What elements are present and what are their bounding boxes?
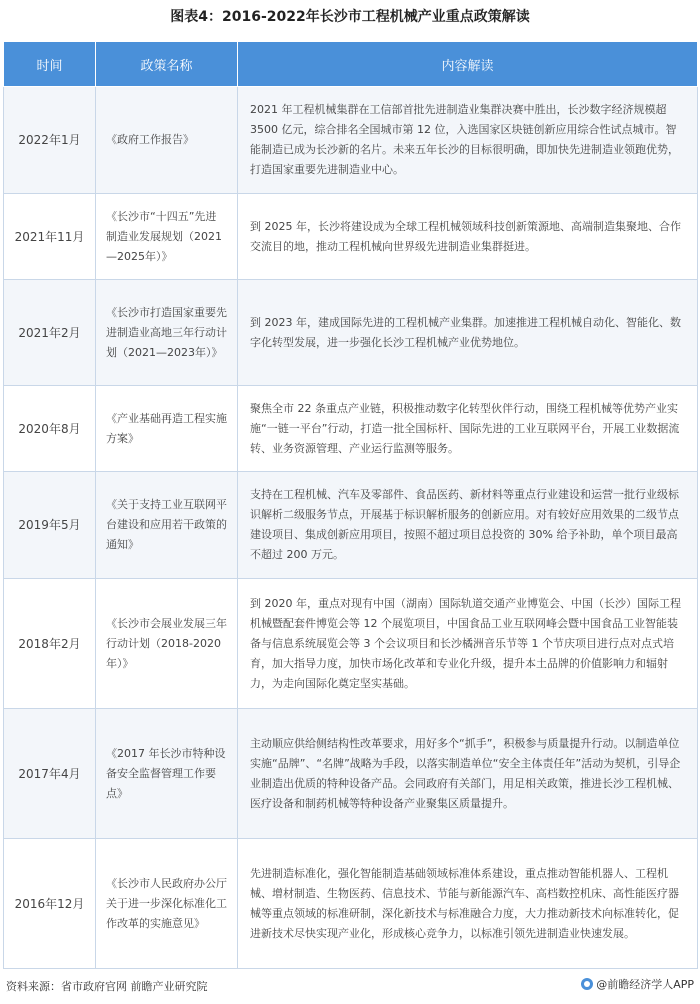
header-time: 时间 — [4, 42, 96, 87]
row-time: 2021年11月 — [4, 194, 96, 280]
table-row — [4, 386, 698, 472]
table-row — [4, 472, 698, 579]
row-policy-name: 《2017 年长沙市特种设备安全监督管理工作要点》 — [96, 709, 238, 839]
row-policy-name: 《关于支持工业互联网平台建设和应用若干政策的通知》 — [96, 472, 238, 579]
row-content: 到 2025 年，长沙将建设成为全球工程机械领域科技创新策源地、高端制造集聚地、合作交流目的地，推动工程机械向世界级先进制造业集群挺进。 — [238, 194, 698, 280]
header-policy-name: 政策名称 — [96, 42, 238, 87]
brand-credit-text: @前瞻经济学人APP — [596, 978, 694, 991]
table-row — [4, 709, 698, 839]
row-content: 主动顺应供给侧结构性改革要求，用好多个“抓手”，积极参与质量提升行动。以制造单位实施“品牌”、“名牌”战略为手段，以落实制造单位“安全主体责任年”活动为契机，引导企业制造出优质的特种设备产品。会同政府有关部门，用足相关政策，推进长沙工程机械、医疗设备和制药机械等特种设备产业聚集区质量提升。 — [238, 709, 698, 839]
row-content: 到 2023 年，建成国际先进的工程机械产业集群。加速推进工程机械自动化、智能化、数字化转型发展，进一步强化长沙工程机械产业优势地位。 — [238, 280, 698, 386]
row-time: 2016年12月 — [4, 839, 96, 969]
row-content: 到 2020 年，重点对现有中国（湖南）国际轨道交通产业博览会、中国（长沙）国际工程机械暨配套件博览会等 12 个展览项目，中国食品工业互联网峰会暨中国食品工业智能装备与信息系统展览会等 3 个会议项目和长沙橘洲音乐节等 1 个节庆项目进行点对点式培育，加大指导力度，加快市场化改革和专业化升级，提升本土品牌的价值影响力和辐射力，为走向国际化奠定坚实基础。 — [238, 579, 698, 709]
table-row — [4, 839, 698, 969]
header-content: 内容解读 — [238, 42, 698, 87]
row-content: 2021 年工程机械集群在工信部首批先进制造业集群决赛中胜出，长沙数字经济规模超 3500 亿元，综合排名全国城市第 12 位，入选国家区块链创新应用综合性试点城市。智能制造已成为长沙新的名片。未来五年长沙的目标很明确，即加快先进制造业领跑优势，打造国家重要先进制造业中心。 — [238, 87, 698, 194]
row-time: 2022年1月 — [4, 87, 96, 194]
row-time: 2017年4月 — [4, 709, 96, 839]
row-time: 2018年2月 — [4, 579, 96, 709]
source-note: 资料来源：省市政府官网 前瞻产业研究院 — [6, 980, 208, 993]
brand-credit — [581, 976, 694, 992]
row-policy-name: 《政府工作报告》 — [96, 87, 238, 194]
row-content: 先进制造标准化，强化智能制造基础领域标准体系建设，重点推动智能机器人、工程机械、增材制造、生物医药、信息技术、节能与新能源汽车、高档数控机床、高性能医疗器械等重点领域的标准研制，深化新技术与标准融合力度，大力推动新技术向标准转化，促进新技术尽快实现产业化，形成核心竞争力，以标准引领先进制造业快速发展。 — [238, 839, 698, 969]
table-row — [4, 579, 698, 709]
table-row — [4, 280, 698, 386]
row-time: 2019年5月 — [4, 472, 96, 579]
row-policy-name: 《长沙市打造国家重要先进制造业高地三年行动计划（2021—2023年）》 — [96, 280, 238, 386]
row-policy-name: 《长沙市“十四五”先进制造业发展规划（2021—2025年）》 — [96, 194, 238, 280]
row-content: 聚焦全市 22 条重点产业链，积极推动数字化转型伙伴行动，围绕工程机械等优势产业实施“一链一平台”行动，打造一批全国标杆、国际先进的工业互联网平台，开展工业数据流转、业务资源管理、产业运行监测等服务。 — [238, 386, 698, 472]
row-time: 2020年8月 — [4, 386, 96, 472]
table-row — [4, 87, 698, 194]
policy-table — [3, 41, 698, 969]
row-policy-name: 《长沙市人民政府办公厅关于进一步深化标准化工作改革的实施意见》 — [96, 839, 238, 969]
page-title: 图表4：2016-2022年长沙市工程机械产业重点政策解读 — [170, 9, 530, 25]
row-time: 2021年2月 — [4, 280, 96, 386]
row-content: 支持在工程机械、汽车及零部件、食品医药、新材料等重点行业建设和运营一批行业级标识解析二级服务节点，开展基于标识解析服务的创新应用。对有较好应用效果的二级节点建设项目、集成创新应用项目，按照不超过项目总投资的 30% 给予补助，单个项目最高不超过 200 万元。 — [238, 472, 698, 579]
row-policy-name: 《长沙市会展业发展三年行动计划（2018-2020年）》 — [96, 579, 238, 709]
row-policy-name: 《产业基础再造工程实施方案》 — [96, 386, 238, 472]
brand-logo-icon — [581, 978, 593, 990]
table-row — [4, 194, 698, 280]
table-header-row — [4, 42, 698, 87]
